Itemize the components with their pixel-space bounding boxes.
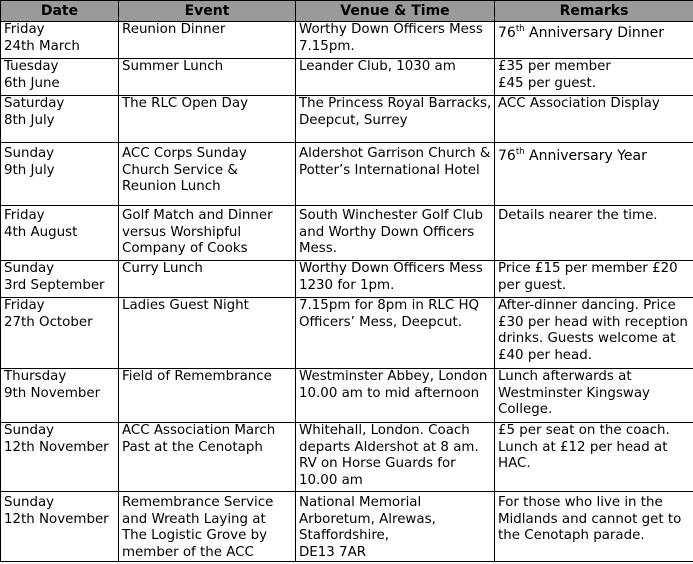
- date: 3rd September: [4, 277, 105, 293]
- event-cell: Reunion Dinner: [119, 22, 296, 59]
- table-row: [1, 22, 693, 59]
- remarks-cell: [495, 143, 693, 206]
- event-cell: ACC Association March Past at the Cenotaph: [119, 423, 296, 492]
- day: Friday: [4, 208, 45, 223]
- date-cell: [1, 369, 119, 423]
- remarks-cell: Price £15 per member £20 per guest.: [495, 261, 693, 298]
- venue-cell: The Princess Royal Barracks, Deepcut, Surrey: [296, 96, 495, 143]
- date: 9th November: [4, 385, 101, 401]
- day: Sunday: [4, 423, 55, 438]
- postcode: DE13 7AR: [299, 544, 367, 560]
- event-cell: Field of Remembrance: [119, 369, 296, 423]
- table-row: [1, 96, 693, 143]
- venue-cell: South Winchester Golf Club and Worthy Down Officers Mess.: [296, 206, 495, 261]
- event-cell: Remembrance Service and Wreath Laying at The Logistic Grove by member of the ACC: [119, 492, 296, 562]
- remarks-line: £45 per guest.: [498, 75, 597, 91]
- day: Tuesday: [4, 59, 59, 74]
- remarks-text: Anniversary Year: [524, 148, 647, 164]
- date: 12th November: [4, 511, 109, 527]
- remarks-cell: £5 per seat on the coach. Lunch at £12 per head at HAC.: [495, 423, 693, 492]
- date: 9th July: [4, 162, 55, 178]
- table-row: [1, 423, 693, 492]
- event-cell: Golf Match and Dinner versus Worshipful Company of Cooks: [119, 206, 296, 261]
- remarks-cell: ACC Association Display: [495, 96, 693, 143]
- date: 24th March: [4, 38, 80, 54]
- header-row: [1, 1, 693, 22]
- date-cell: [1, 96, 119, 143]
- day: Thursday: [4, 369, 67, 384]
- venue-cell: Westminster Abbey, London 10.00 am to mid afternoon: [296, 369, 495, 423]
- day: Sunday: [4, 495, 55, 510]
- remarks-line: £35 per member: [498, 59, 611, 74]
- date-cell: [1, 423, 119, 492]
- venue-cell: Whitehall, London. Coach departs Aldershot at 8 am. RV on Horse Guards for 10.00 am: [296, 423, 495, 492]
- event-cell: Summer Lunch: [119, 59, 296, 96]
- table-row: [1, 492, 693, 562]
- header-venue: Venue & Time: [296, 1, 495, 22]
- venue-cell: Leander Club, 1030 am: [296, 59, 495, 96]
- remarks-cell: After-dinner dancing. Price £30 per head with reception drinks. Guests welcome at £40 per head.: [495, 298, 693, 369]
- remarks-cell: [495, 59, 693, 96]
- date: 6th June: [4, 75, 60, 91]
- table-row: [1, 59, 693, 96]
- date-cell: [1, 22, 119, 59]
- date: 12th November: [4, 439, 109, 455]
- date-cell: [1, 206, 119, 261]
- remarks-cell: For those who live in the Midlands and cannot get to the Cenotaph parade.: [495, 492, 693, 562]
- event-cell: Ladies Guest Night: [119, 298, 296, 369]
- event-cell: Curry Lunch: [119, 261, 296, 298]
- date-cell: [1, 143, 119, 206]
- venue-cell: Aldershot Garrison Church & Potter’s International Hotel: [296, 143, 495, 206]
- table-row: [1, 261, 693, 298]
- anniversary-number: 76: [498, 25, 516, 41]
- table-row: [1, 143, 693, 206]
- event-cell: ACC Corps Sunday Church Service & Reunion Lunch: [119, 143, 296, 206]
- day: Friday: [4, 22, 45, 37]
- ordinal-suffix: th: [515, 147, 525, 157]
- remarks-cell: Lunch afterwards at Westminster Kingsway College.: [495, 369, 693, 423]
- venue-cell: [296, 492, 495, 562]
- table-row: [1, 369, 693, 423]
- date-cell: [1, 59, 119, 96]
- date-cell: [1, 298, 119, 369]
- venue-cell: Worthy Down Officers Mess 1230 for 1pm.: [296, 261, 495, 298]
- day: Sunday: [4, 146, 55, 161]
- remarks-cell: [495, 22, 693, 59]
- header-date: Date: [1, 1, 119, 22]
- day: Sunday: [4, 261, 55, 276]
- ordinal-suffix: th: [515, 24, 525, 34]
- venue-line: National Memorial Arboretum, Alrewas, Staffordshire,: [299, 495, 436, 544]
- header-remarks: Remarks: [495, 1, 693, 22]
- date: 8th July: [4, 112, 55, 128]
- anniversary-number: 76: [498, 148, 516, 164]
- day: Friday: [4, 298, 45, 313]
- table-row: [1, 206, 693, 261]
- event-cell: The RLC Open Day: [119, 96, 296, 143]
- day: Saturday: [4, 96, 65, 111]
- venue-cell: Worthy Down Officers Mess 7.15pm.: [296, 22, 495, 59]
- date-cell: [1, 492, 119, 562]
- remarks-cell: Details nearer the time.: [495, 206, 693, 261]
- venue-cell: 7.15pm for 8pm in RLC HQ Officers’ Mess, Deepcut.: [296, 298, 495, 369]
- remarks-text: Anniversary Dinner: [524, 25, 665, 41]
- header-event: Event: [119, 1, 296, 22]
- table-row: [1, 298, 693, 369]
- date-cell: [1, 261, 119, 298]
- date: 27th October: [4, 314, 93, 330]
- date: 4th August: [4, 224, 78, 240]
